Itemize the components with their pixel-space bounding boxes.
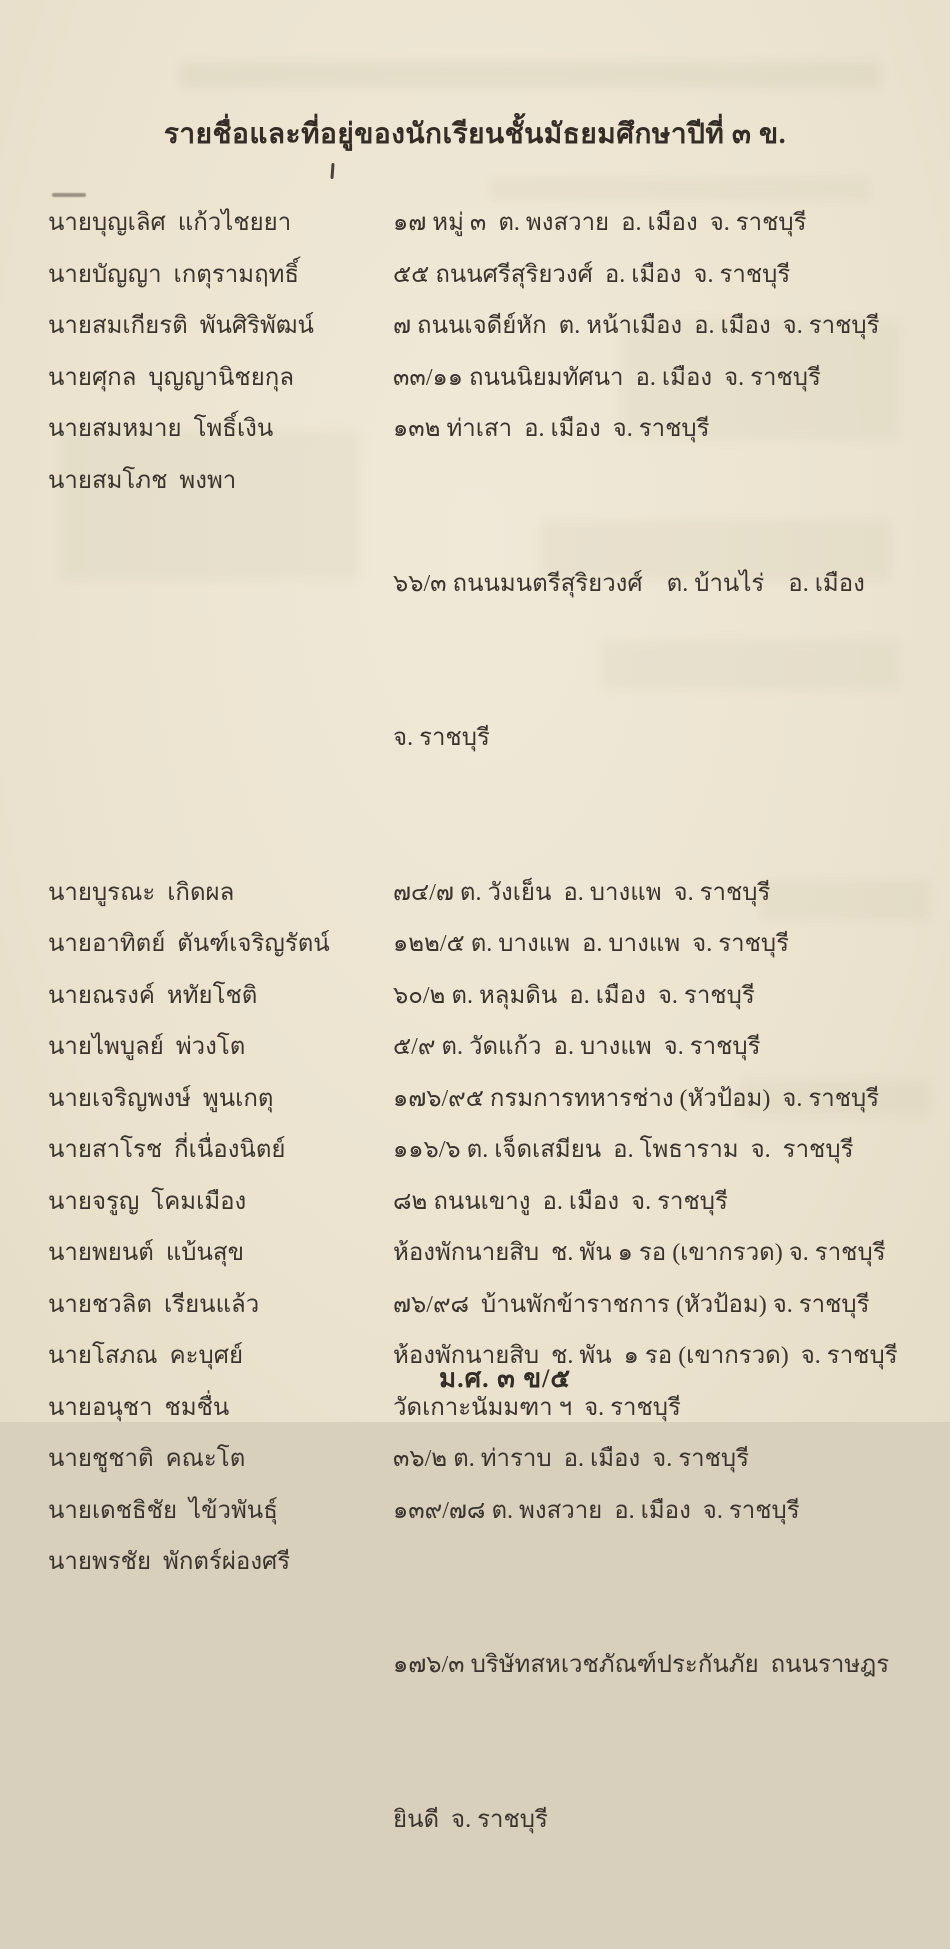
student-address: ๓๖/๒ ต. ท่าราบ อ. เมือง จ. ราชบุรี	[393, 1446, 750, 1472]
show-through-smudge	[490, 178, 870, 200]
student-name: นายอาทิตย์ ตันฑ์เจริญรัตน์	[48, 931, 330, 957]
student-name: นายบุญเลิศ แก้วไชยยา	[48, 210, 292, 236]
student-address: ห้องพักนายสิบ ช. พัน ๑ รอ (เขากรวด) จ. ราชบุรี	[393, 1240, 886, 1266]
student-address	[393, 1537, 910, 1949]
student-name: นายศุกล บุญญานิชยกุล	[48, 364, 295, 391]
student-name: นายสมหมาย โพธิ์เงิน	[48, 416, 274, 442]
student-row	[48, 1280, 910, 1332]
student-name: นายบัญญา เกตุรามฤทธิ์	[48, 261, 300, 288]
student-address: ๗ ถนนเจดีย์หัก ต. หน้าเมือง อ. เมือง จ. ราชบุรี	[393, 313, 880, 339]
student-address: ๑๒๒/๕ ต. บางแพ อ. บางแพ จ. ราชบุรี	[393, 931, 789, 957]
student-address	[393, 456, 910, 868]
student-row	[48, 353, 910, 405]
student-row	[48, 456, 910, 868]
student-row	[48, 1434, 910, 1486]
student-address: ๑๗๖/๙๕ กรมการทหารช่าง (หัวป้อม) จ. ราชบุรี	[393, 1085, 880, 1112]
student-address: ห้องพักนายสิบ ช. พัน ๑ รอ (เขากรวด) จ. ราชบุรี	[393, 1343, 898, 1369]
student-address: ๗๖/๙๘ บ้านพักข้าราชการ (หัวป้อม) จ. ราชบุรี	[393, 1291, 870, 1318]
page-footer-class-code: ม.ศ. ๓ ข/๕	[438, 1364, 572, 1393]
pencil-smudge	[52, 193, 86, 197]
student-address: ๑๑๖/๖ ต. เจ็ดเสมียน อ. โพธาราม จ. ราชบุรี	[393, 1137, 854, 1163]
student-address: ๑๓๙/๗๘ ต. พงสวาย อ. เมือง จ. ราชบุรี	[393, 1497, 800, 1524]
student-address: ๑๗ หมู่ ๓ ต. พงสวาย อ. เมือง จ. ราชบุรี	[393, 210, 807, 236]
student-row	[48, 919, 910, 971]
show-through-smudge	[180, 62, 880, 88]
student-address: ๘๒ ถนนเขางู อ. เมือง จ. ราชบุรี	[393, 1188, 728, 1215]
student-row	[48, 198, 910, 250]
student-address: ๕๕ ถนนศรีสุริยวงศ์ อ. เมือง จ. ราชบุรี	[393, 261, 791, 288]
student-row	[48, 1125, 910, 1177]
student-row	[48, 250, 910, 302]
student-row	[48, 1486, 910, 1538]
student-address: ๕/๙ ต. วัดแก้ว อ. บางแพ จ. ราชบุรี	[393, 1034, 761, 1060]
student-name: นายณรงค์ หทัยโชติ	[48, 982, 258, 1009]
student-name: นายสมเกียรติ พันศิริพัฒน์	[48, 313, 314, 339]
student-name: นายอนุชา ชมชื่น	[48, 1394, 230, 1421]
student-address-line2: จ. ราชบุรี	[393, 725, 490, 751]
student-name: นายเจริญพงษ์ พูนเกตุ	[48, 1085, 274, 1112]
student-row	[48, 301, 910, 353]
pen-tick-mark	[330, 163, 334, 179]
student-name: นายพรชัย พักตร์ผ่องศรี	[48, 1549, 291, 1575]
student-address: ๖๐/๒ ต. หลุมดิน อ. เมือง จ. ราชบุรี	[393, 982, 755, 1009]
page-title: รายชื่อและที่อยู่ของนักเรียนชั้นมัธยมศึกษาปีที่ ๓ ข.	[163, 119, 787, 150]
student-row	[48, 971, 910, 1023]
student-row	[48, 1228, 910, 1280]
student-name: นายสมโภช พงพา	[48, 467, 237, 494]
student-address-line2: ยินดี จ. ราชบุรี	[393, 1806, 548, 1833]
student-address-line1: ๖๖/๓ ถนนมนตรีสุริยวงศ์ ต. บ้านไร่ อ. เมือง	[393, 570, 865, 597]
student-row	[48, 868, 910, 920]
student-name: นายพยนต์ แบ้นสุข	[48, 1240, 244, 1266]
student-address: ๑๓๒ ท่าเสา อ. เมือง จ. ราชบุรี	[393, 416, 710, 442]
student-row	[48, 1074, 910, 1126]
student-name: นายจรูญ โคมเมือง	[48, 1188, 247, 1215]
student-name: นายเดชธิชัย ไข้วพันธุ์	[48, 1497, 278, 1524]
student-address: วัดเกาะนัมมฑา ฯ จ. ราชบุรี	[393, 1394, 681, 1421]
student-name: นายสาโรช กี่เนื่องนิตย์	[48, 1137, 286, 1163]
student-address: ๗๔/๗ ต. วังเย็น อ. บางแพ จ. ราชบุรี	[393, 879, 771, 906]
student-row	[48, 1022, 910, 1074]
student-address: ๓๓/๑๑ ถนนนิยมทัศนา อ. เมือง จ. ราชบุรี	[393, 364, 821, 391]
student-row	[48, 1177, 910, 1229]
student-roster	[48, 198, 910, 1949]
student-name: นายชูชาติ คณะโต	[48, 1446, 246, 1472]
student-name: นายบูรณะ เกิดผล	[48, 879, 235, 906]
student-row	[48, 1537, 910, 1949]
student-row	[48, 404, 910, 456]
student-name: นายชวลิต เรียนแล้ว	[48, 1291, 260, 1318]
student-name: นายโสภณ คะบุศย์	[48, 1343, 244, 1369]
student-name: นายไพบูลย์ พ่วงโต	[48, 1034, 246, 1060]
student-address-line1: ๑๗๖/๓ บริษัทสหเวชภัณฑ์ประกันภัย ถนนราษฎร	[393, 1652, 890, 1678]
